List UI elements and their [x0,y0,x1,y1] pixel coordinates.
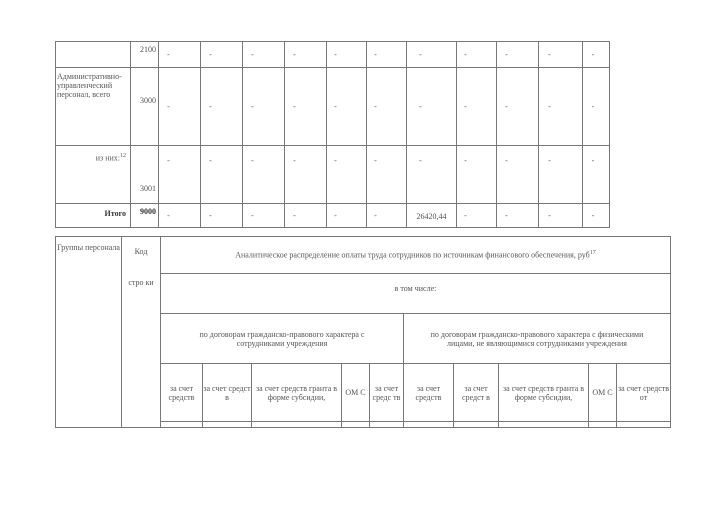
cell-dash: - [243,42,285,68]
cell-dash: - [159,42,201,68]
header-code: Код [122,237,161,274]
row-label [56,42,131,68]
cell-dash: - [243,146,285,204]
table-row-9000 [56,204,681,228]
cell-dash: - [159,68,201,146]
col-funds-right-2: за счет средст в [454,364,499,422]
col-funds-right-5: за счет средств от [617,364,671,422]
cell-dash: - [159,146,201,204]
cell-dash: - [285,42,327,68]
row-code: 2100 [131,42,159,68]
col-grant-left: за счет средств гранта в форме субсидии, [252,364,342,422]
header-including: в том числе: [161,274,671,314]
col-oms-right: ОМ С [589,364,617,422]
col-funds-left-2: за счет средст в [203,364,252,422]
payroll-table-top [55,41,681,228]
cell-dash: - [457,68,497,146]
cell-dash: - [497,42,539,68]
cell-dash: - [327,68,367,146]
cell-dash: - [407,42,457,68]
col-oms-left: ОМ С [342,364,370,422]
table-row-3001 [56,146,681,204]
cell-dash: - [497,68,539,146]
cell-dash: - [367,42,407,68]
cell-dash: - [583,68,610,146]
header-analytic-distribution: Аналитическое распределение оплаты труда сотрудников по источникам финансового обеспечения, руб$^{17}$ [161,237,671,274]
cell-dash: - [407,68,457,146]
cell-dash: - [201,204,243,228]
cell-dash: - [243,68,285,146]
cell-dash: - [583,204,610,228]
header-row-2 [56,274,671,314]
row-label: из них:$^{12}$ [56,146,131,204]
col-grant-right: за счет средств гранта в форме субсидии, [499,364,589,422]
cell-dash: - [539,42,583,68]
cell-dash: - [285,68,327,146]
cell-dash: - [201,68,243,146]
header-row-1 [56,237,671,274]
cell-dash: - [285,204,327,228]
cell-dash: - [159,204,201,228]
cell-dash: - [367,68,407,146]
cell-dash: - [583,146,610,204]
cell-dash: - [285,146,327,204]
cell-dash: - [243,204,285,228]
cell-dash: - [539,68,583,146]
cell-dash: - [457,146,497,204]
cell-dash: - [201,42,243,68]
row-code: 9000 [131,204,159,228]
table-row-2100 [56,42,681,68]
cell-dash: - [407,146,457,204]
header-line-code: стро ки [122,274,161,428]
cell-dash: - [583,42,610,68]
cell-dash: - [539,204,583,228]
cell-dash: - [327,146,367,204]
cell-dash: - [327,204,367,228]
payroll-table-bottom [55,236,671,428]
cell-dash: - [457,42,497,68]
row-label: Административно-управленческий персонал, всего [56,68,131,146]
cell-dash: - [201,146,243,204]
cell-dash: - [327,42,367,68]
cell-dash: - [539,146,583,204]
header-personnel-group: Группы персонала [56,237,122,428]
col-funds-left-5: за счет средс тв [370,364,404,422]
cell-dash: - [367,146,407,204]
col-funds-right-1: за счет средств [404,364,454,422]
cell-dash: - [497,146,539,204]
col-funds-left-1: за счет средств [161,364,203,422]
cell-dash: - [497,204,539,228]
cell-dash: - [367,204,407,228]
row-code: 3000 [131,68,159,146]
row-label-total: Итого [56,204,131,228]
row-code: 3001 [131,146,159,204]
table-row-3000 [56,68,681,146]
cell-dash: - [457,204,497,228]
header-gph-employees: по договорам гражданско-правового характера с сотрудниками учреждения [161,314,404,364]
total-value: 26420,44 [407,204,457,228]
header-gph-individuals: по договорам гражданско-правового характера с физическими лицами, не являющимися сотрудниками учреждения [404,314,671,364]
